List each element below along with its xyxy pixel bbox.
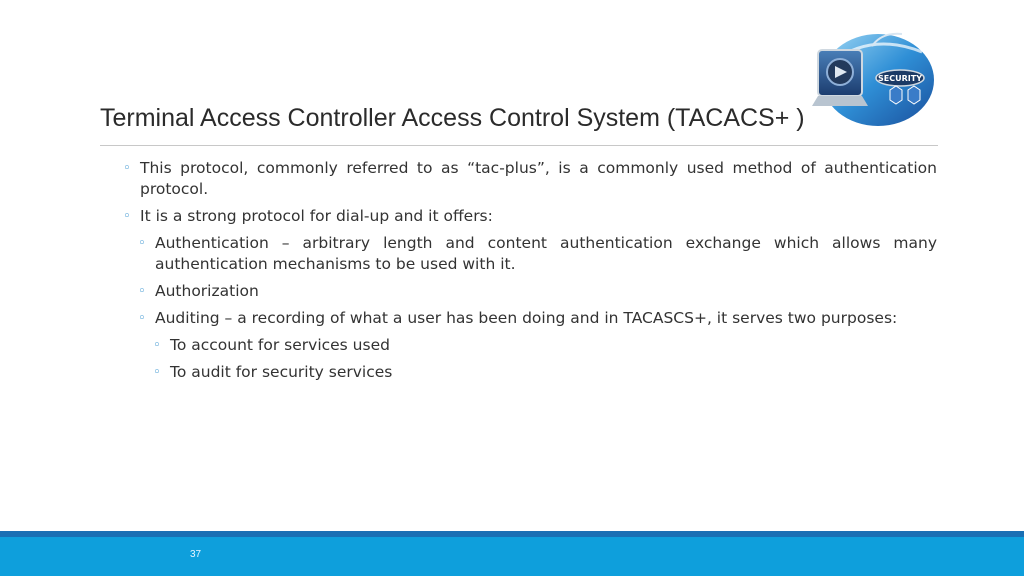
list-item-text: To account for services used bbox=[170, 336, 390, 354]
logo-text: SECURITY bbox=[878, 74, 922, 83]
list-item-text: This protocol, commonly referred to as “tac-plus”, is a commonly used method of authentication protocol. bbox=[140, 159, 937, 198]
slide-title: Terminal Access Controller Access Control System (TACACS+ ) bbox=[100, 104, 805, 132]
bullet-icon: ◦ bbox=[138, 311, 146, 326]
list-item-text: Authorization bbox=[155, 282, 259, 300]
title-divider bbox=[100, 145, 938, 146]
list-item-text: Authentication – arbitrary length and content authentication exchange which allows many authentication mechanisms to be used with it. bbox=[155, 234, 937, 273]
list-item bbox=[123, 335, 937, 356]
bullet-icon: ◦ bbox=[138, 284, 146, 299]
bullet-icon: ◦ bbox=[153, 338, 161, 353]
page-number: 37 bbox=[190, 549, 202, 560]
list-item bbox=[123, 281, 937, 302]
list-item bbox=[123, 158, 937, 200]
list-item bbox=[123, 362, 937, 383]
list-item bbox=[123, 308, 937, 329]
list-item-text: Auditing – a recording of what a user has been doing and in TACASCS+, it serves two purposes: bbox=[155, 309, 898, 327]
bullet-icon: ◦ bbox=[153, 365, 161, 380]
bullet-icon: ◦ bbox=[123, 209, 131, 224]
list-item bbox=[123, 206, 937, 227]
security-shield-logo bbox=[812, 22, 936, 130]
bullet-list bbox=[123, 158, 937, 389]
list-item-text: It is a strong protocol for dial-up and it offers: bbox=[140, 207, 493, 225]
list-item bbox=[123, 233, 937, 275]
list-item-text: To audit for security services bbox=[170, 363, 393, 381]
footer-bar bbox=[0, 537, 1024, 576]
bullet-icon: ◦ bbox=[123, 161, 131, 176]
bullet-icon: ◦ bbox=[138, 236, 146, 251]
